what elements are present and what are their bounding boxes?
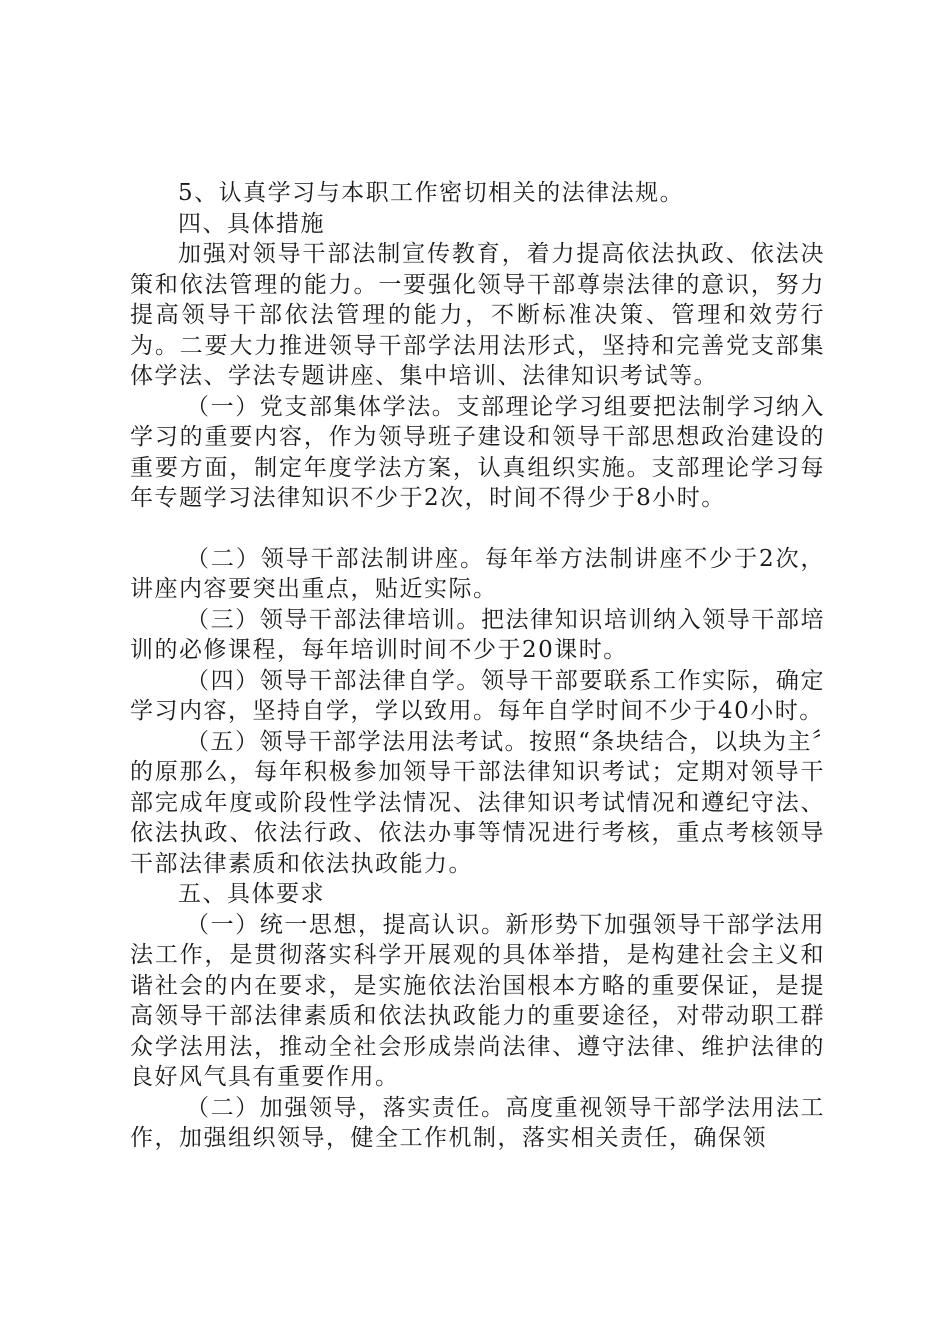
list-item-5: 5、认真学习与本职工作密切相关的法律法规。 <box>178 180 685 206</box>
paragraph-measure-5: （五）领导干部学法用法考试。按照“条块结合，以块为主〞的原那么，每年积极参加领导干部法律知识考试；定期对领导干部完成年度或阶段性学法情况、法律知识考试情况和遵纪守法、依法执政、依法行政、依法办事等情况进行考核，重点考核领导干部法律素质和依法执政能力。 <box>130 728 825 877</box>
paragraph-measures-intro: 加强对领导干部法制宣传教育，着力提高依法执政、依法决策和依法管理的能力。一要强化领导干部尊崇法律的意识，努力提高领导干部依法管理的能力，不断标准决策、管理和效劳行为。二要大力推进领导干部学法用法形式，坚持和完善党支部集体学法、学法专题讲座、集中培训、法律知识考试等。 <box>130 241 825 389</box>
paragraph-measure-2: （二）领导干部法制讲座。每年举方法制讲座不少于2次，讲座内容要突出重点，贴近实际。 <box>130 545 825 602</box>
paragraph-measure-3: （三）领导干部法律培训。把法律知识培训纳入领导干部培训的必修课程，每年培训时间不少于20课时。 <box>130 606 825 663</box>
section-heading-5: 五、具体要求 <box>178 881 325 907</box>
paragraph-requirement-1: （一）统一思想，提高认识。新形势下加强领导干部学法用法工作，是贯彻落实科学开展观的具体举措，是构建社会主义和谐社会的内在要求，是实施依法治国根本方略的重要保证，是提高领导干部法律素质和依法执政能力的重要途径，对带动职工群众学法用法，推动全社会形成崇尚法律、遵守法律、维护法律的良好风气具有重要作用。 <box>130 911 825 1090</box>
paragraph-requirement-2: （二）加强领导，落实责任。高度重视领导干部学法用法工作，加强组织领导，健全工作机制，落实相关责任，确保领 <box>130 1094 825 1151</box>
section-heading-4: 四、具体措施 <box>178 210 325 237</box>
paragraph-measure-4: （四）领导干部法律自学。领导干部要联系工作实际，确定学习内容，坚持自学，学以致用。每年自学时间不少于40小时。 <box>130 667 825 724</box>
paragraph-measure-1: （一）党支部集体学法。支部理论学习组要把法制学习纳入学习的重要内容，作为领导班子建设和领导干部思想政治建设的重要方面，制定年度学法方案，认真组织实施。支部理论学习每年专题学习法律知识不少于2次，时间不得少于8小时。 <box>130 393 825 511</box>
document-body <box>130 178 825 1154</box>
